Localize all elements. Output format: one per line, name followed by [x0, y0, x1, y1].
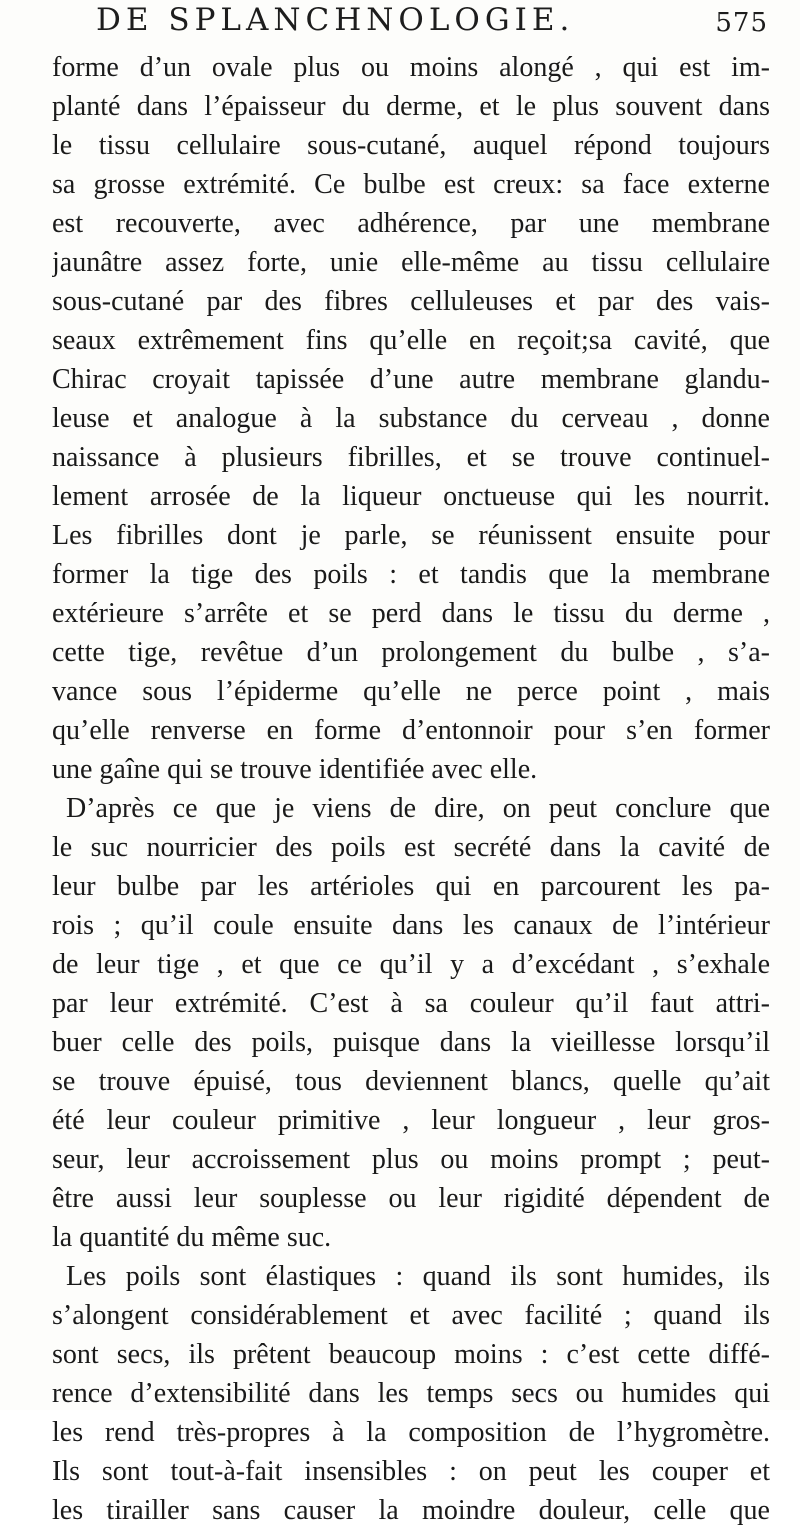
text-line: été leur couleur primitive , leur longueur , leur gros- [52, 1105, 770, 1136]
text-line: les rend très-propres à la composition de l’hygromètre. [52, 1417, 770, 1448]
text-line: par leur extrémité. C’est à sa couleur qu’il faut attri- [52, 988, 770, 1019]
text-line: Ils sont tout-à-fait insensibles : on peut les couper et [52, 1456, 770, 1487]
text-line: former la tige des poils : et tandis que la membrane [52, 559, 770, 590]
text-line: seaux extrêmement fins qu’elle en reçoit;sa cavité, que [52, 325, 770, 356]
text-line: sous-cutané par des fibres celluleuses et par des vais- [52, 286, 770, 317]
paragraph-1 [52, 48, 770, 789]
page-number: 575 [715, 8, 768, 38]
text-line: jaunâtre assez forte, unie elle-même au tissu cellulaire [52, 247, 770, 278]
text-line: seur, leur accroissement plus ou moins prompt ; peut- [52, 1144, 770, 1175]
text-line: vance sous l’épiderme qu’elle ne perce point , mais [52, 676, 770, 707]
text-line: le suc nourricier des poils est secrété dans la cavité de [52, 832, 770, 863]
text-line: planté dans l’épaisseur du derme, et le plus souvent dans [52, 91, 770, 122]
text-line: se trouve épuisé, tous deviennent blancs, quelle qu’ait [52, 1066, 770, 1097]
text-line: une gaîne qui se trouve identifiée avec elle. [52, 754, 538, 785]
page-header [50, 0, 780, 48]
paragraph-3 [52, 1257, 770, 1530]
text-line: de leur tige , et que ce qu’il y a d’excédant , s’exhale [52, 949, 770, 980]
paragraph-2 [52, 789, 770, 1257]
text-line: rence d’extensibilité dans les temps secs ou humides qui [52, 1378, 770, 1409]
text-line: naissance à plusieurs fibrilles, et se trouve continuel- [52, 442, 770, 473]
text-line: Les poils sont élastiques : quand ils sont humides, ils [66, 1261, 770, 1292]
text-line: buer celle des poils, puisque dans la vieillesse lorsqu’il [52, 1027, 770, 1058]
text-line: le tissu cellulaire sous-cutané, auquel répond toujours [52, 130, 770, 161]
text-line: la quantité du même suc. [52, 1222, 332, 1253]
body-text [52, 48, 770, 1530]
text-line: s’alongent considérablement et avec facilité ; quand ils [52, 1300, 770, 1331]
text-line: forme d’un ovale plus ou moins alongé , qui est im- [52, 52, 770, 83]
text-line: les tirailler sans causer la moindre douleur, celle que [52, 1495, 770, 1526]
text-line: lement arrosée de la liqueur onctueuse qui les nourrit. [52, 481, 770, 512]
text-line: leuse et analogue à la substance du cerveau , donne [52, 403, 770, 434]
text-line: Les fibrilles dont je parle, se réunissent ensuite pour [52, 520, 770, 551]
text-line: sa grosse extrémité. Ce bulbe est creux: sa face externe [52, 169, 770, 200]
running-title: DE SPLANCHNOLOGIE. [96, 2, 575, 38]
text-line: est recouverte, avec adhérence, par une membrane [52, 208, 770, 239]
text-line: être aussi leur souplesse ou leur rigidité dépendent de [52, 1183, 770, 1214]
text-line: sont secs, ils prêtent beaucoup moins : c’est cette diffé- [52, 1339, 770, 1370]
text-line: D’après ce que je viens de dire, on peut conclure que [66, 793, 770, 824]
text-line: extérieure s’arrête et se perd dans le tissu du derme , [52, 598, 770, 629]
text-line: Chirac croyait tapissée d’une autre membrane glandu- [52, 364, 770, 395]
text-line: cette tige, revêtue d’un prolongement du bulbe , s’a- [52, 637, 770, 668]
text-line: rois ; qu’il coule ensuite dans les canaux de l’intérieur [52, 910, 770, 941]
text-line: leur bulbe par les artérioles qui en parcourent les pa- [52, 871, 770, 902]
text-line: qu’elle renverse en forme d’entonnoir pour s’en former [52, 715, 770, 746]
